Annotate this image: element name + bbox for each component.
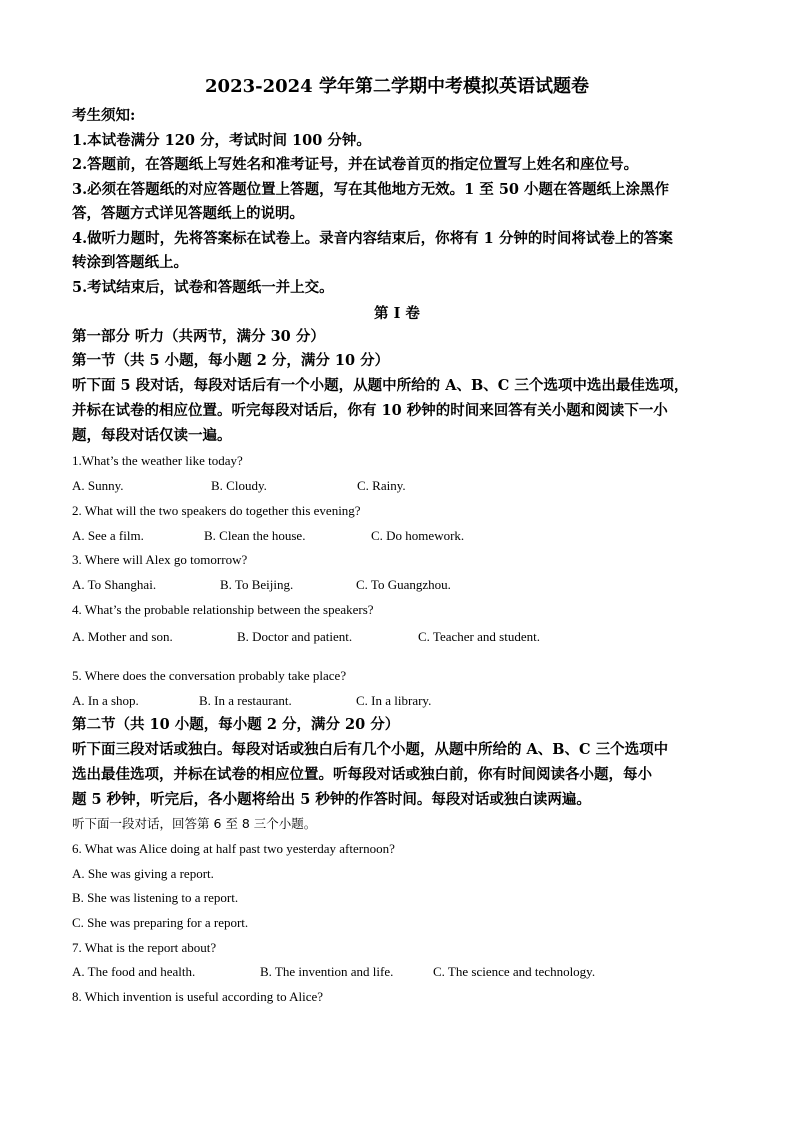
notice-item-4-line-1: 4.做听力题时，先将答案标在试卷上。录音内容结束后，你将有 1 分钟的时间将试卷上的答案 xyxy=(72,230,673,247)
sub-instruction: 听下面一段对话，回答第 6 至 8 三个小题。 xyxy=(72,816,317,831)
question-8: 8. Which invention is useful according to Alice? xyxy=(72,989,324,1004)
section1-instruction-line-1: 听下面 5 段对话，每段对话后有一个小题，从题中所给的 A、B、C 三个选项中选出最佳选项， xyxy=(72,377,689,394)
question-7: 7. What is the report about? xyxy=(72,940,217,955)
q3-option-a: A. To Shanghai. xyxy=(72,577,157,592)
q1-option-c: C. Rainy. xyxy=(357,478,406,493)
volume-heading: 第 I 卷 xyxy=(374,305,420,322)
q4-option-c: C. Teacher and student. xyxy=(418,629,540,644)
q2-option-c: C. Do homework. xyxy=(371,528,465,543)
notice-item-1: 1.本试卷满分 120 分，考试时间 100 分钟。 xyxy=(72,132,371,149)
q7-option-c: C. The science and technology. xyxy=(433,964,596,979)
q6-option-c: C. She was preparing for a report. xyxy=(72,915,249,930)
notice-heading: 考生须知: xyxy=(72,107,136,124)
notice-item-3-line-1: 3.必须在答题纸的对应答题位置上答题，写在其他地方无效。1 至 50 小题在答题纸上涂黑作 xyxy=(72,181,670,198)
q4-option-a: A. Mother and son. xyxy=(72,629,173,644)
section2-instruction-line-2: 选出最佳选项，并标在试卷的相应位置。听每段对话或独白前，你有时间阅读各小题，每小 xyxy=(72,766,652,783)
q1-option-b: B. Cloudy. xyxy=(211,478,267,493)
q1-option-a: A. Sunny. xyxy=(72,478,124,493)
q3-option-c: C. To Guangzhou. xyxy=(356,577,451,592)
q5-option-b: B. In a restaurant. xyxy=(199,693,292,708)
question-4: 4. What’s the probable relationship between the speakers? xyxy=(72,602,374,617)
question-5: 5. Where does the conversation probably take place? xyxy=(72,668,347,683)
q6-option-b: B. She was listening to a report. xyxy=(72,890,239,905)
question-3: 3. Where will Alex go tomorrow? xyxy=(72,552,248,567)
question-2: 2. What will the two speakers do together this evening? xyxy=(72,503,361,518)
section1-instruction-line-3: 题，每段对话仅读一遍。 xyxy=(72,427,232,444)
question-1: 1.What’s the weather like today? xyxy=(72,453,243,468)
notice-item-5: 5.考试结束后，试卷和答题纸一并上交。 xyxy=(72,279,334,296)
section2-instruction-line-1: 听下面三段对话或独白。每段对话或独白后有几个小题，从题中所给的 A、B、C 三个选项中 xyxy=(72,741,669,758)
q2-option-b: B. Clean the house. xyxy=(204,528,306,543)
q2-option-a: A. See a film. xyxy=(72,528,144,543)
section2-instruction-line-3: 题 5 秒钟，听完后，各小题将给出 5 秒钟的作答时间。每段对话或独白读两遍。 xyxy=(72,791,591,808)
question-6: 6. What was Alice doing at half past two yesterday afternoon? xyxy=(72,841,395,856)
q3-option-b: B. To Beijing. xyxy=(220,577,294,592)
q4-option-b: B. Doctor and patient. xyxy=(237,629,353,644)
notice-item-4-line-2: 转涂到答题纸上。 xyxy=(72,254,188,271)
page-title: 2023-2024 学年第二学期中考模拟英语试题卷 xyxy=(205,76,589,97)
notice-item-3-line-2: 答，答题方式详见答题纸上的说明。 xyxy=(72,205,304,222)
q5-option-c: C. In a library. xyxy=(356,693,432,708)
part1-heading: 第一部分 听力（共两节，满分 30 分） xyxy=(72,328,325,345)
section2-heading: 第二节（共 10 小题，每小题 2 分，满分 20 分） xyxy=(72,716,400,733)
q6-option-a: A. She was giving a report. xyxy=(72,866,214,881)
q7-option-a: A. The food and health. xyxy=(72,964,196,979)
notice-item-2: 2.答题前，在答题纸上写姓名和准考证号，并在试卷首页的指定位置写上姓名和座位号。 xyxy=(72,156,639,173)
q5-option-a: A. In a shop. xyxy=(72,693,139,708)
section1-heading: 第一节（共 5 小题，每小题 2 分，满分 10 分） xyxy=(72,352,390,369)
section1-instruction-line-2: 并标在试卷的相应位置。听完每段对话后，你有 10 秒钟的时间来回答有关小题和阅读下一小 xyxy=(72,402,668,419)
q7-option-b: B. The invention and life. xyxy=(260,964,394,979)
